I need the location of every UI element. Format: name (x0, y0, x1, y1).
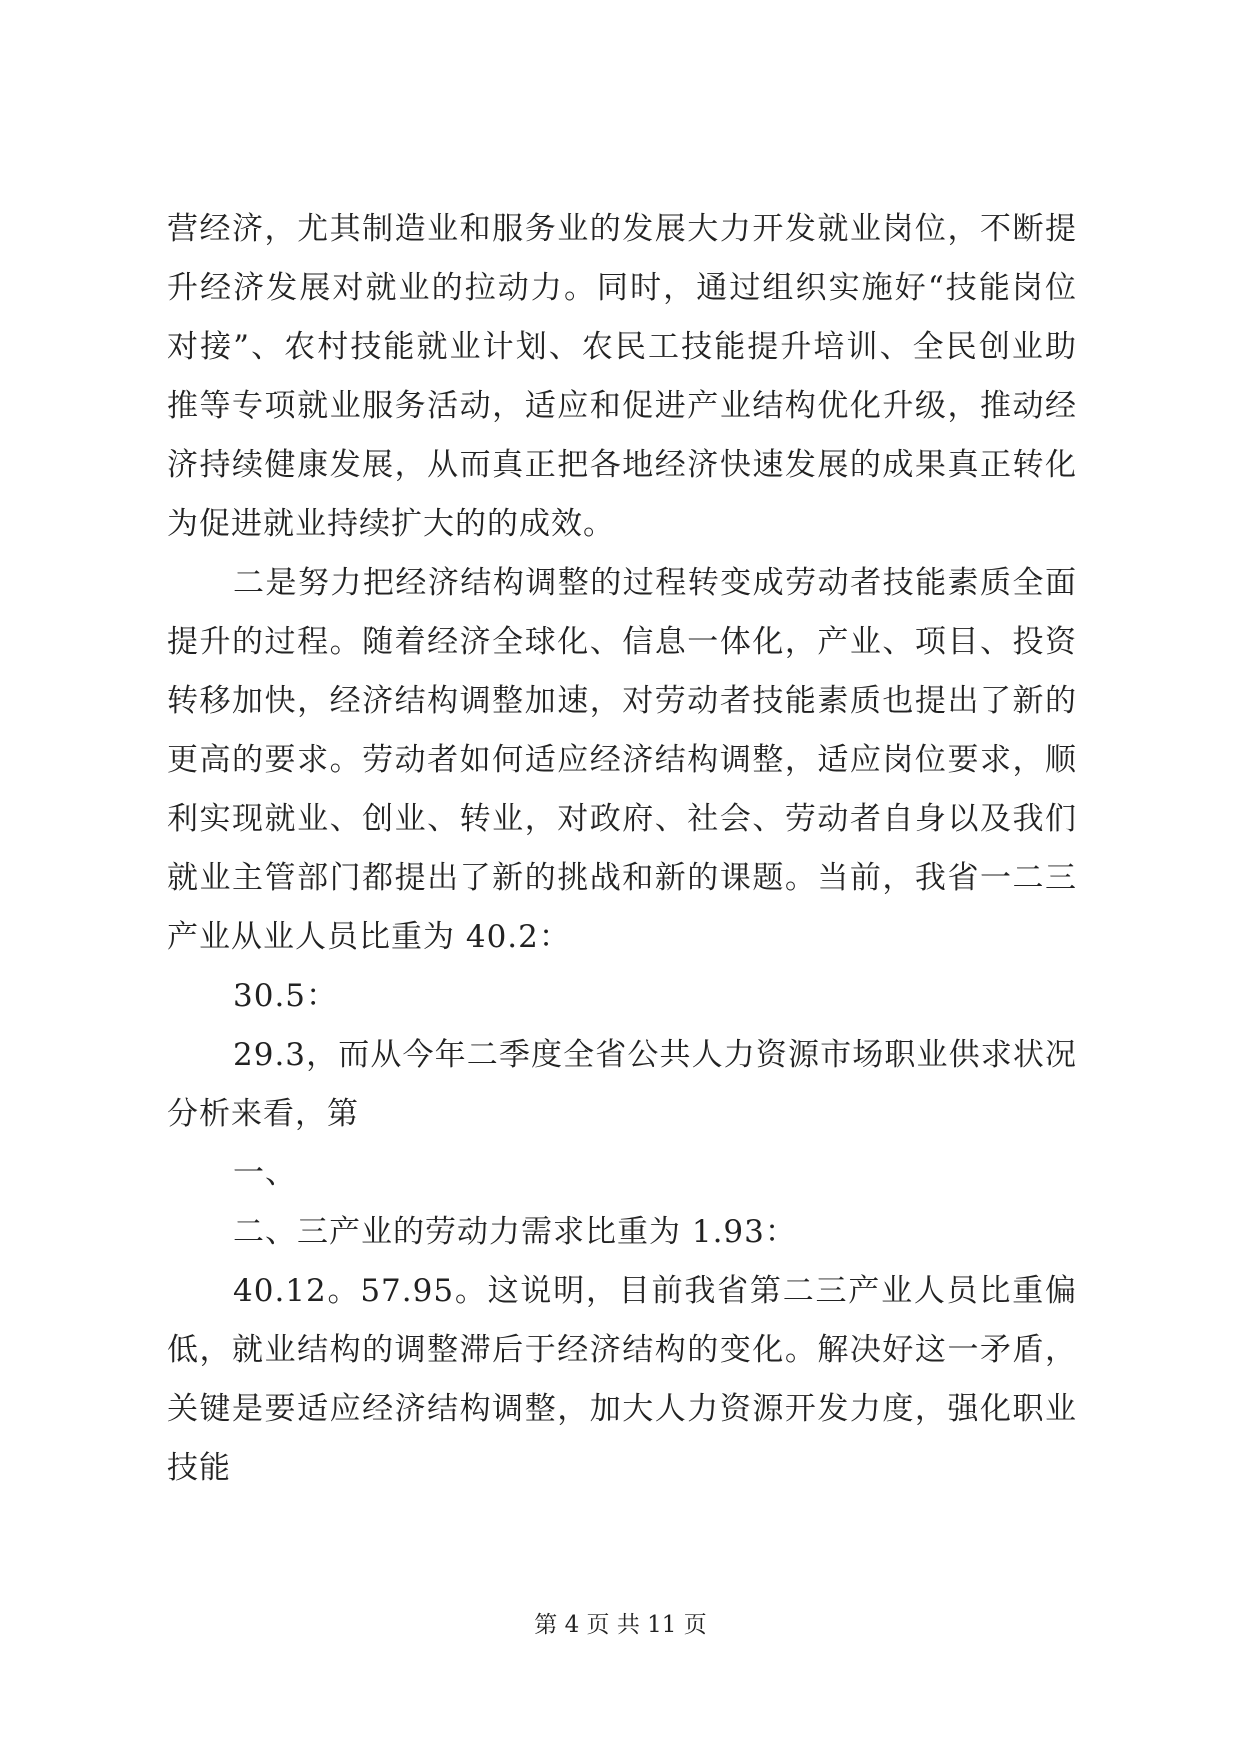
page-footer: 第 4 页 共 11 页 (534, 1612, 707, 1638)
document-body (167, 200, 1077, 1498)
paragraph-continuation: 营经济，尤其制造业和服务业的发展大力开发就业岗位，不断提升经济发展对就业的拉动力。同时，通过组织实施好“技能岗位对接”、农村技能就业计划、农民工技能提升培训、全民创业助推等专项就业服务活动，适应和促进产业结构优化升级，推动经济持续健康发展，从而真正把各地经济快速发展的成果真正转化为促进就业持续扩大的的成效。 (167, 211, 1077, 542)
paragraph-conclusion: 40.12。57.95。这说明，目前我省第二三产业人员比重偏低，就业结构的调整滞后于经济结构的变化。解决好这一矛盾，关键是要适应经济结构调整，加大人力资源开发力度，强化职业技能 (167, 1273, 1077, 1486)
paragraph-ratio-fragment: 30.5： (233, 978, 339, 1014)
paragraph-structure-adjustment: 二是努力把经济结构调整的过程转变成劳动者技能素质全面提升的过程。随着经济全球化、信息一体化，产业、项目、投资转移加快，经济结构调整加速，对劳动者技能素质也提出了新的更高的要求。劳动者如何适应经济结构调整，适应岗位要求，顺利实现就业、创业、转业，对政府、社会、劳动者自身以及我们就业主管部门都提出了新的挑战和新的课题。当前，我省一二三产业从业人员比重为 40.2： (167, 565, 1077, 955)
paragraph-list-marker: 一、 (233, 1155, 297, 1191)
paragraph-supply-demand: 29.3，而从今年二季度全省公共人力资源市场职业供求状况分析来看，第 (167, 1037, 1077, 1132)
paragraph-demand-ratio: 二、三产业的劳动力需求比重为 1.93： (233, 1214, 797, 1250)
